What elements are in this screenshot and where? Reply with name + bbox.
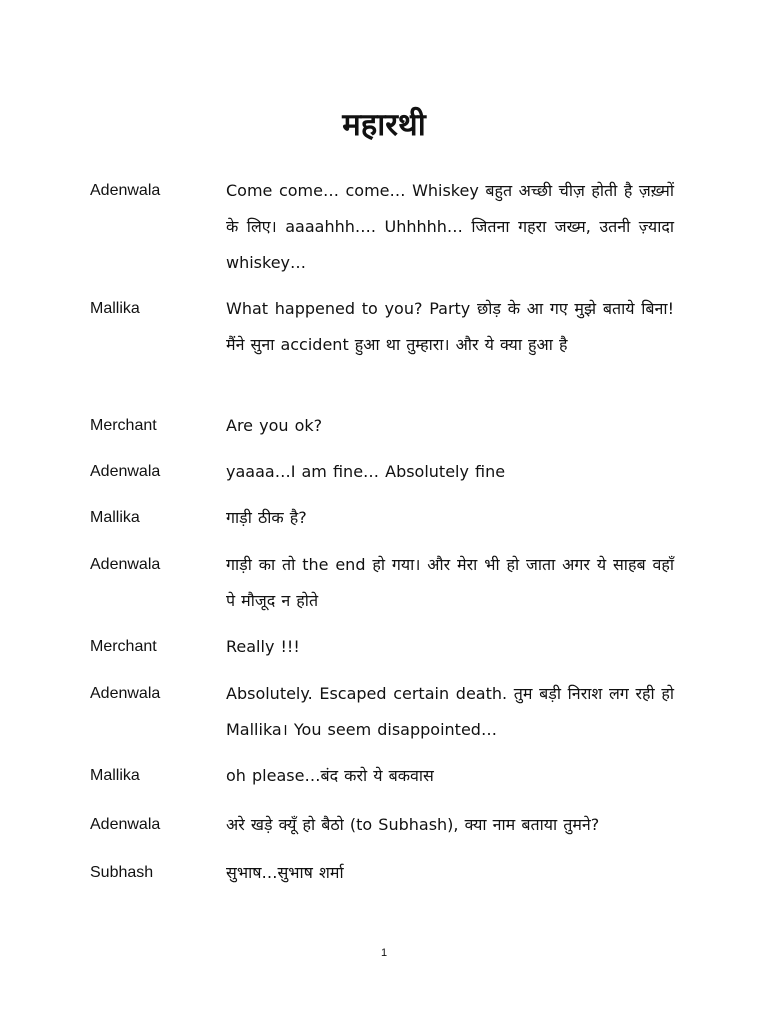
speaker-name: Merchant bbox=[90, 638, 157, 655]
dialogue-text: गाड़ी का तो the end हो गया। और मेरा भी हो जाता अगर ये साहब वहाँ पे मौजूद न होते bbox=[226, 555, 674, 610]
speaker-name: Adenwala bbox=[90, 556, 161, 573]
dialogue-text: अरे खड़े क्यूँ हो बैठो (to Subhash), क्या नाम बताया तुमने? bbox=[226, 815, 600, 834]
speaker-name: Adenwala bbox=[90, 463, 161, 480]
speaker-name: Mallika bbox=[90, 300, 140, 317]
speaker-name: Subhash bbox=[90, 864, 154, 881]
dialogue-text: Really !!! bbox=[226, 637, 300, 656]
dialogue-text: Are you ok? bbox=[226, 416, 323, 435]
dialogue-text: oh please…बंद करो ये बकवास bbox=[226, 766, 434, 785]
dialogue-text: Come come… come… Whiskey बहुत अच्छी चीज़ होती है ज़ख़्मों के लिए। aaaahhh…. Uhhhhh… जितना गहरा जख्म, उतनी ज़्यादा whiskey… bbox=[226, 181, 674, 272]
dialogue-text: What happened to you? Party छोड़ के आ गए मुझे बताये बिना! मैंने सुना accident हुआ था तुम्हारा। और ये क्या हुआ है bbox=[226, 299, 674, 354]
dialogue-text: Absolutely. Escaped certain death. तुम बड़ी निराश लग रही हो Mallika। You seem disappointed… bbox=[226, 684, 674, 739]
speaker-name: Mallika bbox=[90, 767, 140, 784]
speaker-name: Adenwala bbox=[90, 182, 161, 199]
speaker-name: Merchant bbox=[90, 417, 157, 434]
dialogue-text: गाड़ी ठीक है? bbox=[226, 508, 307, 527]
speaker-name: Mallika bbox=[90, 509, 140, 526]
dialogue-text: yaaaa…I am fine… Absolutely fine bbox=[226, 462, 506, 481]
page-number: 1 bbox=[380, 947, 388, 959]
speaker-name: Adenwala bbox=[90, 816, 161, 833]
document-title: महारथी bbox=[342, 107, 426, 143]
dialogue-text: सुभाष…सुभाष शर्मा bbox=[226, 863, 344, 882]
speaker-name: Adenwala bbox=[90, 685, 161, 702]
